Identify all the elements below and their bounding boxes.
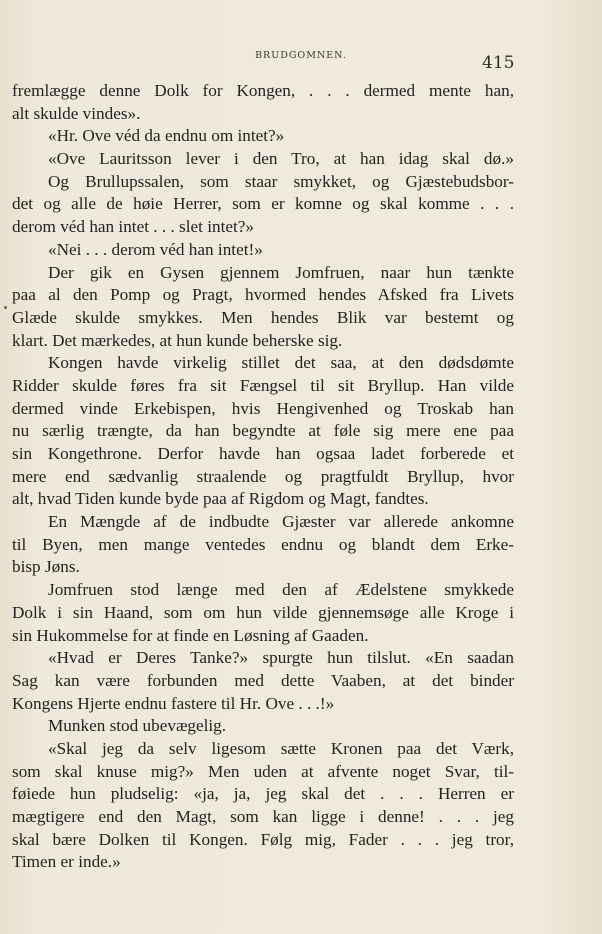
- text-line: det og alle de høie Herrer, som er komne og skal komme . . .: [12, 194, 514, 214]
- text-line: En Mængde af de indbudte Gjæster var allerede ankomne: [48, 512, 514, 532]
- text-line: Jomfruen stod længe med den af Ædelstene smykkede: [48, 580, 514, 600]
- text-line: sin Kongethrone. Derfor havde han ogsaa ladet forberede et: [12, 444, 514, 463]
- text-line: som skal knuse mig?» Men uden at afvente noget Svar, til-: [12, 761, 514, 781]
- text-line: «Nei . . . derom véd han intet!»: [48, 239, 263, 259]
- text-line: Dolk i sin Haand, som om hun vilde gjennemsøge alle Kroge i: [12, 602, 514, 622]
- text-line: «Ove Lauritsson lever i den Tro, at han idag skal dø.»: [48, 149, 514, 169]
- text-line: Sag kan være forbunden med dette Vaaben, at det binder: [12, 670, 514, 690]
- running-head: BRUDGOMNEN.: [255, 50, 347, 61]
- text-line: skal bære Dolken til Kongen. Følg mig, Fader . . . jeg tror,: [12, 829, 514, 849]
- text-line: Glæde skulde smykkes. Men hendes Blik var bestemt og: [12, 307, 514, 327]
- text-line: «Hvad er Deres Tanke?» spurgte hun tilslut. «En saadan: [48, 648, 514, 668]
- text-line: mægtigere end den Magt, som kan ligge i denne! . . . jeg: [12, 807, 514, 826]
- text-line: derom véd han intet . . . slet intet?»: [12, 217, 254, 237]
- text-line: føiede hun pludselig: «ja, ja, jeg skal det . . . Herren er: [12, 784, 514, 804]
- text-line: Munken stod ubevægelig.: [48, 716, 227, 736]
- body-text: [12, 80, 514, 874]
- text-line: alt, hvad Tiden kunde byde paa af Rigdom og Magt, fandtes.: [12, 489, 429, 509]
- text-line: Kongens Hjerte endnu fastere til Hr. Ove . . .!»: [12, 693, 335, 713]
- text-line: alt skulde vindes».: [12, 103, 141, 123]
- text-line: til Byen, men mange ventedes endnu og blandt dem Erke-: [12, 534, 514, 554]
- text-line: Kongen havde virkelig stillet det saa, at den dødsdømte: [48, 353, 514, 373]
- text-line: «Hr. Ove véd da endnu om intet?»: [48, 126, 285, 146]
- text-line: Der gik en Gysen gjennem Jomfruen, naar hun tænkte: [48, 262, 514, 282]
- text-line: dermed vinde Erkebispen, hvis Hengivenhed og Troskab han: [12, 398, 514, 418]
- text-line: bisp Jøns.: [12, 557, 80, 577]
- text-line: fremlægge denne Dolk for Kongen, . . . dermed mente han,: [12, 81, 514, 100]
- text-line: nu særlig trængte, da han begyndte at føle sig mere ene paa: [12, 421, 514, 441]
- text-line: Timen er inde.»: [12, 852, 121, 872]
- text-line: mere end sædvanlig straalende og pragtfuldt Bryllup, hvor: [12, 466, 514, 486]
- page-number: 415: [482, 53, 515, 73]
- text-line: Ridder skulde føres fra sit Fængsel til sit Bryllup. Han vilde: [12, 375, 514, 395]
- text-line: «Skal jeg da selv ligesom sætte Kronen paa det Værk,: [48, 738, 514, 758]
- text-line: sin Hukommelse for at finde en Løsning af Gaaden.: [12, 625, 369, 645]
- margin-speck: [4, 306, 7, 309]
- text-line: klart. Det mærkedes, at hun kunde beherske sig.: [12, 330, 343, 350]
- text-line: Og Brullupssalen, som staar smykket, og Gjæstebudsbor-: [48, 171, 514, 191]
- text-line: paa al den Pomp og Pragt, hvormed hendes Afsked fra Livets: [12, 285, 514, 305]
